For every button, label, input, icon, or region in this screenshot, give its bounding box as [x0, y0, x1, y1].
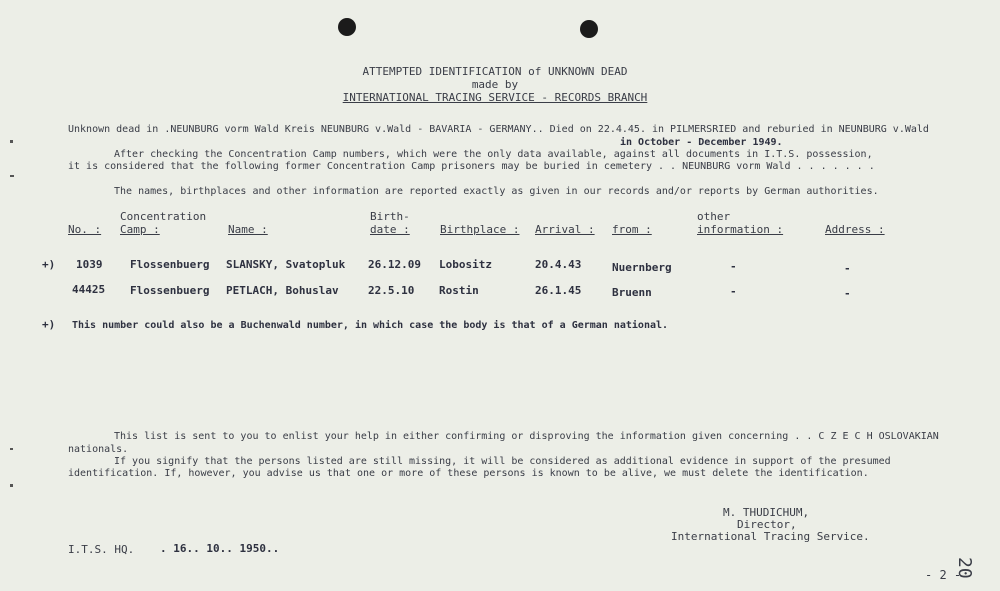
- doc-issuer: INTERNATIONAL TRACING SERVICE - RECORDS BRANCH: [342, 91, 648, 104]
- cell-arrival: 20.4.43: [535, 258, 582, 271]
- header-camp-top: Concentration: [120, 210, 207, 223]
- header-from: from :: [612, 223, 652, 236]
- doc-title: ATTEMPTED IDENTIFICATION of UNKNOWN DEAD: [362, 65, 628, 78]
- punch-hole-right: [580, 20, 598, 38]
- header-name: Name :: [228, 223, 268, 236]
- checking-line-2: it is considered that the following former Concentration Camp prisoners may be buried in cemetery . . NEUNBURG vorm Wald . . . . . . .: [68, 161, 875, 172]
- signature-title: Director,: [737, 518, 797, 531]
- page-number: - 2 -: [925, 568, 962, 582]
- closing-line-4: identification. If, however, you advise us that one or more of these persons is known to be alive, we must delete the identification.: [68, 468, 869, 479]
- cell-birthdate: 26.12.09: [368, 258, 421, 271]
- header-camp: Camp :: [120, 223, 160, 236]
- margin-mark: [10, 484, 13, 487]
- margin-mark: [10, 175, 14, 177]
- header-no: No. :: [68, 223, 102, 236]
- cell-birthdate: 22.5.10: [368, 284, 415, 297]
- cell-address: -: [844, 262, 851, 275]
- cell-other: -: [730, 260, 737, 273]
- cell-other: -: [730, 285, 737, 298]
- header-other-top: other: [697, 210, 731, 223]
- closing-line-3: If you signify that the persons listed are still missing, it will be considered as additional evidence in support of the presumed: [114, 456, 891, 467]
- header-birthdate: date :: [370, 223, 410, 236]
- cell-address: -: [844, 287, 851, 300]
- margin-mark: [10, 448, 13, 450]
- header-address: Address :: [825, 223, 885, 236]
- margin-mark: [10, 140, 13, 143]
- cell-birthplace: Lobositz: [439, 258, 492, 271]
- cell-camp: Flossenbuerg: [130, 258, 210, 271]
- cell-name: SLANSKY, Svatopluk: [226, 258, 346, 271]
- footer-ref: I.T.S. HQ.: [68, 543, 135, 556]
- cell-name: PETLACH, Bohuslav: [226, 284, 339, 297]
- closing-line-1: This list is sent to you to enlist your help in either confirming or disproving the information given concerning . . C Z E C H OSLOVAKIAN: [114, 431, 939, 442]
- cell-no: 44425: [72, 283, 106, 296]
- footnote-text: This number could also be a Buchenwald number, in which case the body is that of a German national.: [72, 320, 669, 331]
- reburied-when: in October - December 1949.: [620, 137, 783, 148]
- checking-line-1: After checking the Concentration Camp numbers, which were the only data available, against all documents in I.T.S. possession,: [114, 149, 873, 160]
- names-note: The names, birthplaces and other information are reported exactly as given in our records and/or reports by German authorities.: [114, 186, 879, 197]
- cell-no: 1039: [76, 258, 103, 271]
- header-birthdate-top: Birth-: [370, 210, 410, 223]
- row-mark: +): [42, 258, 56, 271]
- signature-name: M. THUDICHUM,: [723, 506, 810, 519]
- cell-arrival: 26.1.45: [535, 284, 582, 297]
- header-birthplace: Birthplace :: [440, 223, 520, 236]
- doc-made-by: made by: [471, 78, 519, 91]
- header-arrival: Arrival :: [535, 223, 595, 236]
- side-number: 20: [954, 557, 975, 579]
- closing-line-2: nationals.: [68, 444, 129, 455]
- punch-hole-left: [338, 18, 356, 36]
- unknown-dead-line: Unknown dead in .NEUNBURG vorm Wald Kreis NEUNBURG v.Wald - BAVARIA - GERMANY.. Died on 22.4.45. in PILMERSRIED and reburied in NEUNBURG v.Wald: [68, 124, 929, 135]
- footer-date: . 16.. 10.. 1950..: [160, 542, 280, 555]
- cell-birthplace: Rostin: [439, 284, 479, 297]
- cell-camp: Flossenbuerg: [130, 284, 210, 297]
- header-other: information :: [697, 223, 784, 236]
- cell-from: Nuernberg: [612, 261, 672, 274]
- footnote-mark: +): [42, 318, 56, 331]
- signature-org: International Tracing Service.: [671, 530, 870, 543]
- cell-from: Bruenn: [612, 286, 652, 299]
